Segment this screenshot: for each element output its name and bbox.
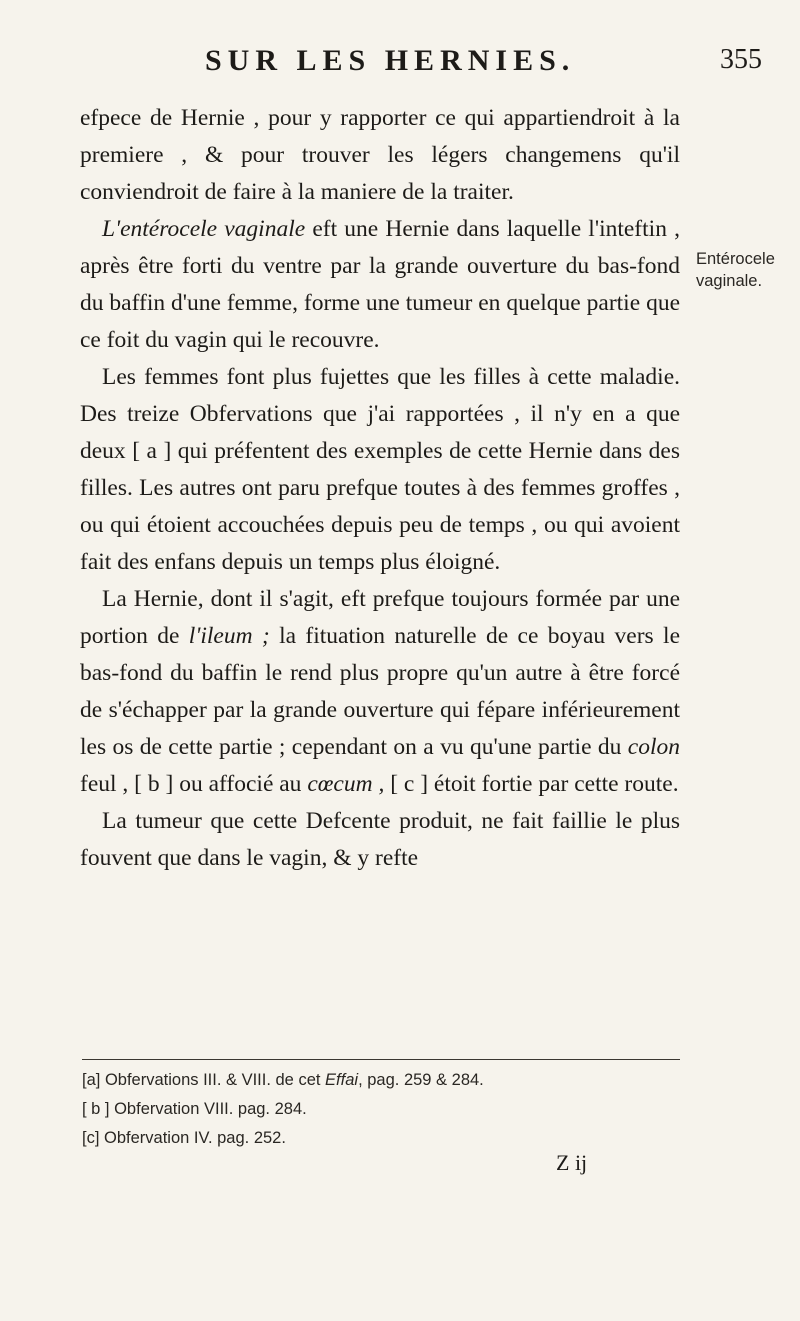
footnote-ref-a[interactable]: [ a ] [132,438,172,464]
paragraph-2 [80,211,680,359]
paragraph-5: La tumeur que cette Defcente produit, ne fait faillie le plus fouvent que dans le vagin, & y refte [80,808,680,871]
paragraph-3 [80,359,680,581]
margin-note [696,248,800,292]
running-title: SUR LES HERNIES. [205,44,576,77]
paragraph-1: efpece de Hernie , pour y rapporter ce qui appartiendroit à la premiere , & pour trouver les légers changemens qu'il conviendroit de faire à la maniere de la traiter. [80,105,680,205]
footnote-a-italic: Effai [325,1071,359,1089]
signature-mark: Z ij [556,1150,588,1175]
margin-note-line-2: vaginale. [696,272,763,290]
paragraph-4-text-d: ou affocié au [173,771,308,797]
page-number: 355 [720,44,762,75]
term-ileum: l'ileum ; [188,623,270,649]
paragraph-3-text-b: qui préfentent des exemples de cette Hernie dans des filles. Les autres ont paru prefque toutes à des femmes groffes , ou qui étoient accouchées depuis peu de temps , ou qui avoient fait des enfans depuis un temps plus éloigné. [80,438,680,575]
paragraph-4-text-a: La Hernie, dont il s'agit, eft prefque toujours formée par une portion de [80,586,680,649]
paragraph-3-text-a: Les femmes font plus fujettes que les filles à cette maladie. Des treize Obfervations que j'ai rapportées , il n'y en a que deux [80,364,680,464]
margin-note-line-1: Entérocele [696,250,775,268]
footnotes [82,1066,702,1153]
paragraph-2-text: eft une Hernie dans laquelle l'inteftin , après être forti du ventre par la grande ouverture du bas-fond du baffin d'une femme, forme une tumeur en quelque partie que ce foit du vagin qui le recouvre. [80,216,680,353]
footnote-a-mark: [a] [82,1071,101,1089]
paragraph-4 [80,581,680,803]
paragraph-4-text-b: la fituation naturelle de ce boyau vers le bas-fond du baffin le rend plus propre qu'un autre à être forcé de s'échapper par la grande ouverture qui fépare inférieurement les os de cette partie ; cependant on a vu qu'une partie du [80,623,680,760]
paragraph-4-text-c: feul , [80,771,135,797]
footnote-a [82,1066,702,1095]
footnote-b: [ b ] Obfervation VIII. pag. 284. [82,1100,307,1118]
footnote-a-text-1: Obfervations III. & VIII. de cet [100,1071,326,1089]
footnote-ref-c[interactable]: [ c ] [390,771,429,797]
term-enterocele-vaginale: L'entérocele vaginale [102,216,306,242]
paragraph-4-text-f: étoit fortie par cette route. [428,771,679,797]
running-head [0,44,800,84]
footnote-ref-b[interactable]: [ b ] [134,771,174,797]
term-caecum: cœcum , [307,771,385,797]
body-text [80,100,680,877]
footnote-divider [82,1059,680,1060]
footnote-c: [c] Obfervation IV. pag. 252. [82,1129,286,1147]
term-colon: colon [627,734,680,760]
footnote-a-text-2: , pag. 259 & 284. [358,1071,484,1089]
